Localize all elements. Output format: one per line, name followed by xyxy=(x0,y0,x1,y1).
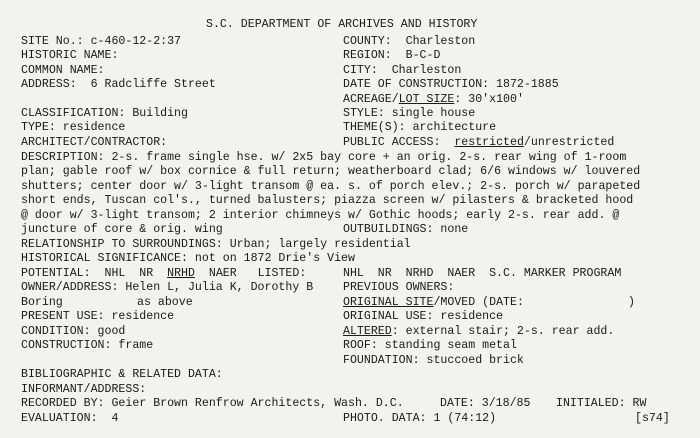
type: TYPE: residence xyxy=(21,121,126,134)
initialed: INITIALED: RW xyxy=(556,397,647,410)
original-use: ORIGINAL USE: residence xyxy=(343,310,504,323)
description-line-6: juncture of core & orig. wing xyxy=(21,223,223,236)
owner-address-as-above: as above xyxy=(137,296,193,309)
date-of-construction: DATE OF CONSTRUCTION: 1872-1885 xyxy=(343,78,559,91)
public-access-selected: restricted xyxy=(454,136,524,149)
acreage-label: ACREAGE/ xyxy=(343,93,399,106)
city: CITY: Charleston xyxy=(343,64,462,77)
photo-data: PHOTO. DATA: 1 (74:12) xyxy=(343,412,497,425)
potential-prefix: POTENTIAL: NHL NR xyxy=(21,267,168,280)
recorded-date: DATE: 3/18/85 xyxy=(440,397,531,410)
lot-size-value: : 30'x100' xyxy=(454,93,524,106)
condition: CONDITION: good xyxy=(21,325,126,338)
outbuildings: OUTBUILDINGS: none xyxy=(343,223,469,236)
altered-value: : external stair; 2-s. rear add. xyxy=(391,325,615,338)
altered xyxy=(343,325,614,339)
acreage-lot-size xyxy=(343,93,524,107)
description-line-3: shutters; center door w/ 3-light transom @ ea. s. of porch elev.; 2-s. porch w/ parapeted xyxy=(21,180,641,193)
classification: CLASSIFICATION: Building xyxy=(21,107,188,120)
construction: CONSTRUCTION: frame xyxy=(21,339,154,352)
potential-selected: NRHD xyxy=(167,267,195,280)
themes: THEME(S): architecture xyxy=(343,121,497,134)
historical-significance: HISTORICAL SIGNIFICANCE: not on 1872 Drie's View xyxy=(21,252,355,265)
relationship-to-surroundings: RELATIONSHIP TO SURROUNDINGS: Urban; largely residential xyxy=(21,238,411,251)
description-line-4: short ends, Tuscan col's., turned balusters; piazza screen w/ pilasters & bracketed hood xyxy=(21,194,634,207)
lot-size-label: LOT SIZE xyxy=(398,93,455,106)
recorded-by: RECORDED BY: Geier Brown Renfrow Architects, Wash. D.C. xyxy=(21,397,404,410)
original-site-moved: /MOVED (DATE: xyxy=(433,296,524,309)
informant-address: INFORMANT/ADDRESS: xyxy=(21,383,147,396)
potential-suffix: NAER LISTED: xyxy=(194,267,307,280)
potential xyxy=(21,267,306,281)
original-site-close: ) xyxy=(628,296,635,309)
foundation: FOUNDATION: stuccoed brick xyxy=(343,354,524,367)
listed-programs: NHL NR NRHD NAER S.C. MARKER PROGRAM xyxy=(343,267,622,280)
architect-contractor: ARCHITECT/CONTRACTOR: xyxy=(21,136,168,149)
region: REGION: B-C-D xyxy=(343,49,441,62)
public-access-rest: /unrestricted xyxy=(523,136,615,149)
present-use: PRESENT USE: residence xyxy=(21,310,175,323)
reference-code: [s74] xyxy=(635,412,670,425)
county: COUNTY: Charleston xyxy=(343,35,476,48)
site-number: SITE No.: c-460-12-2:37 xyxy=(21,35,182,48)
public-access-label: PUBLIC ACCESS: xyxy=(343,136,455,149)
public-access xyxy=(343,136,614,150)
previous-owners: PREVIOUS OWNERS: xyxy=(343,281,455,294)
owner-address-line-2: Boring xyxy=(21,296,63,309)
historic-name: HISTORIC NAME: xyxy=(21,49,119,62)
roof: ROOF: standing seam metal xyxy=(343,339,517,352)
original-site xyxy=(343,296,524,310)
altered-label: ALTERED xyxy=(343,325,392,338)
owner-address: OWNER/ADDRESS: Helen L, Julia K, Dorothy B xyxy=(21,281,314,294)
common-name: COMMON NAME: xyxy=(21,64,105,77)
address: ADDRESS: 6 Radcliffe Street xyxy=(21,78,216,91)
card-header: S.C. DEPARTMENT OF ARCHIVES AND HISTORY xyxy=(206,18,478,31)
description-line-5: @ door w/ 3-light transom; 2 interior chimneys w/ Gothic hoods; early 2-s. rear add. @ xyxy=(21,209,620,222)
bibliographic-data: BIBLIOGRAPHIC & RELATED DATA: xyxy=(21,368,223,381)
description-line-1: DESCRIPTION: 2-s. frame single hse. w/ 2x5 bay core + an orig. 2-s. rear wing of 1-room xyxy=(21,151,627,164)
description-line-2: plan; gable roof w/ box cornice & full return; weatherboard clad; 6/6 windows w/ louvered xyxy=(21,165,641,178)
original-site-label: ORIGINAL SITE xyxy=(343,296,434,309)
evaluation: EVALUATION: 4 xyxy=(21,412,119,425)
style: STYLE: single house xyxy=(343,107,476,120)
